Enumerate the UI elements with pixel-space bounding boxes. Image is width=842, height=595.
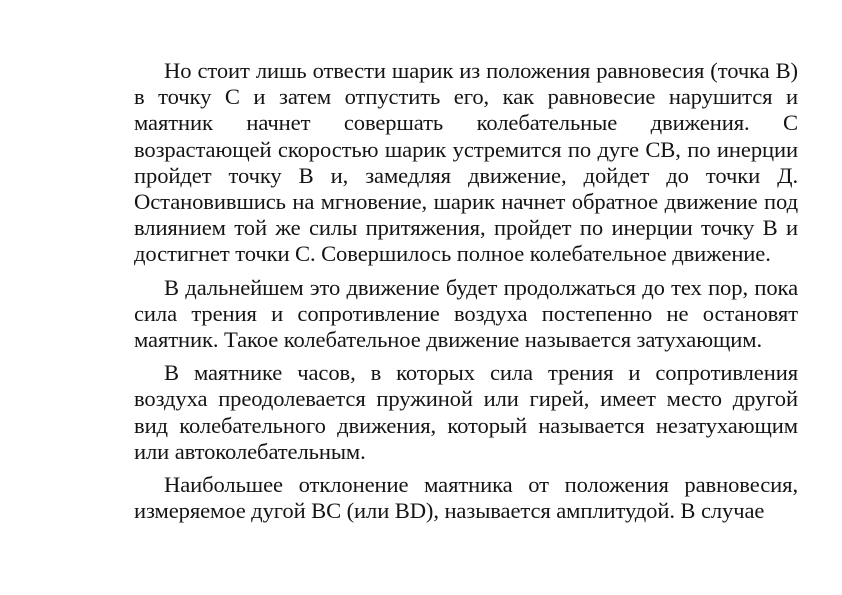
paragraph-1: Но стоит лишь отвести шарик из положения равновесия (точка В) в точку С и затем отпустить его, как равновесие нарушится и маятник начнет совершать колебательные движения. С возрастающей скоростью шарик устремится по дуге СВ, по инерции пройдет точку В и, замедляя движение, дойдет до точки Д. Остановившись на мгновение, шарик начнет обратное движение под влиянием той же силы притяжения, пройдет по инерции точку В и достигнет точки С. Совершилось полное колебательное движение. — [134, 58, 798, 267]
paragraph-gap — [134, 268, 798, 275]
paragraph-4: Наибольшее отклонение маятника от положения равновесия, измеряемое дугой ВС (или ВD), называется амплитудой. В случае — [134, 472, 798, 524]
paragraph-2: В дальнейшем это движение будет продолжаться до тех пор, пока сила трения и сопротивление воздуха постепенно не остановят маятник. Такое колебательное движение называется затухающим. — [134, 274, 798, 353]
paragraph-gap — [134, 353, 798, 360]
body-text — [134, 58, 798, 524]
paragraph-3: В маятнике часов, в которых сила трения и сопротивления воздуха преодолевается пружиной или гирей, имеет место другой вид колебательного движения, который называется незатухающим или автоколебательным. — [134, 360, 798, 464]
paragraph-gap — [134, 465, 798, 472]
